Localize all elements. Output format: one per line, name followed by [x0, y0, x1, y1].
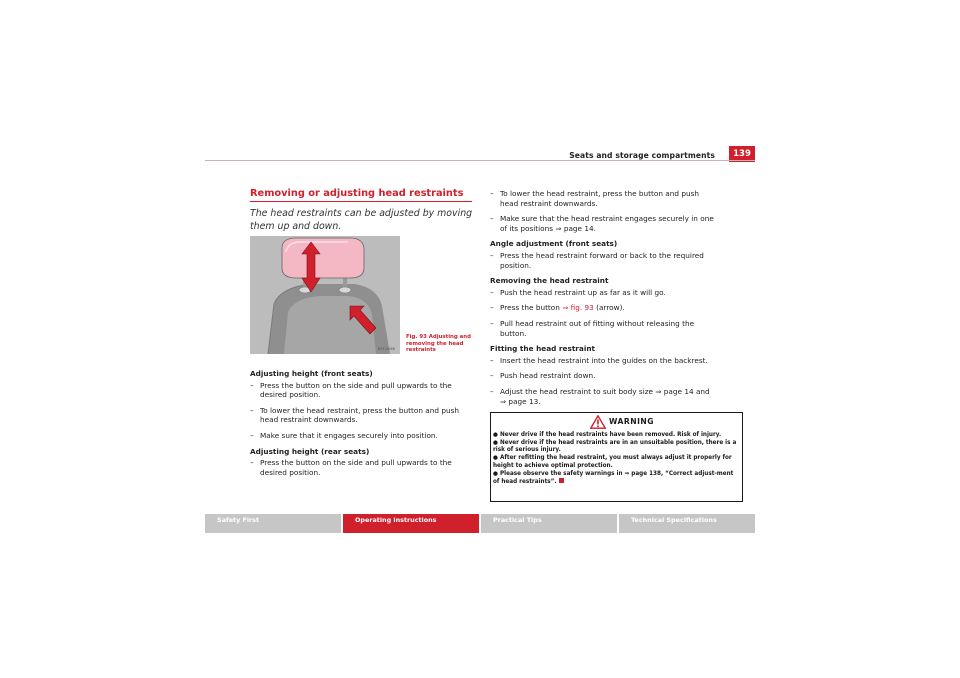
end-of-section-mark [559, 478, 564, 483]
list-item: – Make sure that the head restraint engages securely in one of its positions ⇒ page 14. [490, 214, 714, 233]
header-rule [205, 160, 755, 161]
warning-bullet: ● After refitting the head restraint, you must always adjust it properly for height to achieve optimal protection. [493, 455, 732, 469]
list-item: – To lower the head restraint, press the button and push head restraint downwards. [250, 405, 460, 425]
running-header: Seats and storage compartments [569, 151, 715, 160]
subheading-rear-height: Adjusting height (rear seats) [250, 446, 370, 456]
head-restraint-illustration [250, 236, 400, 354]
list-item: – To lower the head restraint, press the button and push head restraint downwards. [490, 189, 700, 208]
left-column [250, 369, 472, 483]
warning-bullet: ● Never drive if the head restraints are in an unsuitable position, there is a risk of serious injury. [493, 439, 737, 454]
list-item: – Press the button on the side and pull upwards to the desired position. [250, 458, 452, 477]
tab-safety-first[interactable]: Safety First [205, 514, 341, 533]
list-item: – Press the head restraint forward or back to the required position. [490, 250, 704, 270]
warning-body [493, 432, 739, 487]
section-rule [250, 201, 472, 202]
footer-nav [205, 514, 755, 533]
subheading-fitting: Fitting the head restraint [490, 344, 596, 354]
list-item: – Push head restraint down. [490, 371, 596, 381]
section-title: Removing or adjusting head restraints [250, 188, 464, 199]
tab-operating-instructions[interactable]: Operating instructions [343, 514, 479, 533]
warning-bullet: ● Please observe the safety warnings in ⇒ page 138, “Correct adjust-ment of head restraints”. [493, 470, 734, 486]
warning-bullet: ● Never drive if the head restraints have been removed. Risk of injury. [493, 432, 722, 438]
subheading-front-height: Adjusting height (front seats) [250, 369, 373, 378]
list-item: – Insert the head restraint into the guides on the backrest. [490, 355, 708, 365]
list-item: – Make sure that it engages securely into position. [250, 430, 438, 440]
page-number: 139 [729, 146, 755, 162]
list-item: – Pull head restraint out of fitting without releasing the button. [490, 318, 695, 338]
list-item: – Adjust the head restraint to suit body size ⇒ page 14 and ⇒ page 13. [490, 386, 710, 406]
section-intro: The head restraints can be adjusted by moving them up and down. [250, 208, 473, 232]
tab-practical-tips[interactable]: Practical Tips [481, 514, 617, 533]
head-restraint-figure [250, 236, 400, 354]
right-column [490, 189, 716, 412]
list-item: – Press the button on the side and pull upwards to the desired position. [250, 380, 452, 400]
figure-caption: Fig. 93 Adjusting and removing the head restraints [406, 334, 471, 353]
tab-technical-specifications[interactable]: Technical Specifications [619, 514, 755, 533]
figure-reference-link[interactable]: ⇒ fig. 93 [562, 303, 594, 313]
list-item: – Push the head restraint up as far as it will go. [490, 287, 666, 297]
warning-title: WARNING [608, 417, 655, 426]
subheading-removing: Removing the head restraint [490, 276, 609, 286]
figure-code: B5F-0066 [378, 347, 395, 351]
warning-box [490, 412, 743, 502]
list-item: – Press the button ⇒ fig. 93 (arrow). [490, 303, 625, 313]
subheading-angle: Angle adjustment (front seats) [490, 239, 618, 249]
